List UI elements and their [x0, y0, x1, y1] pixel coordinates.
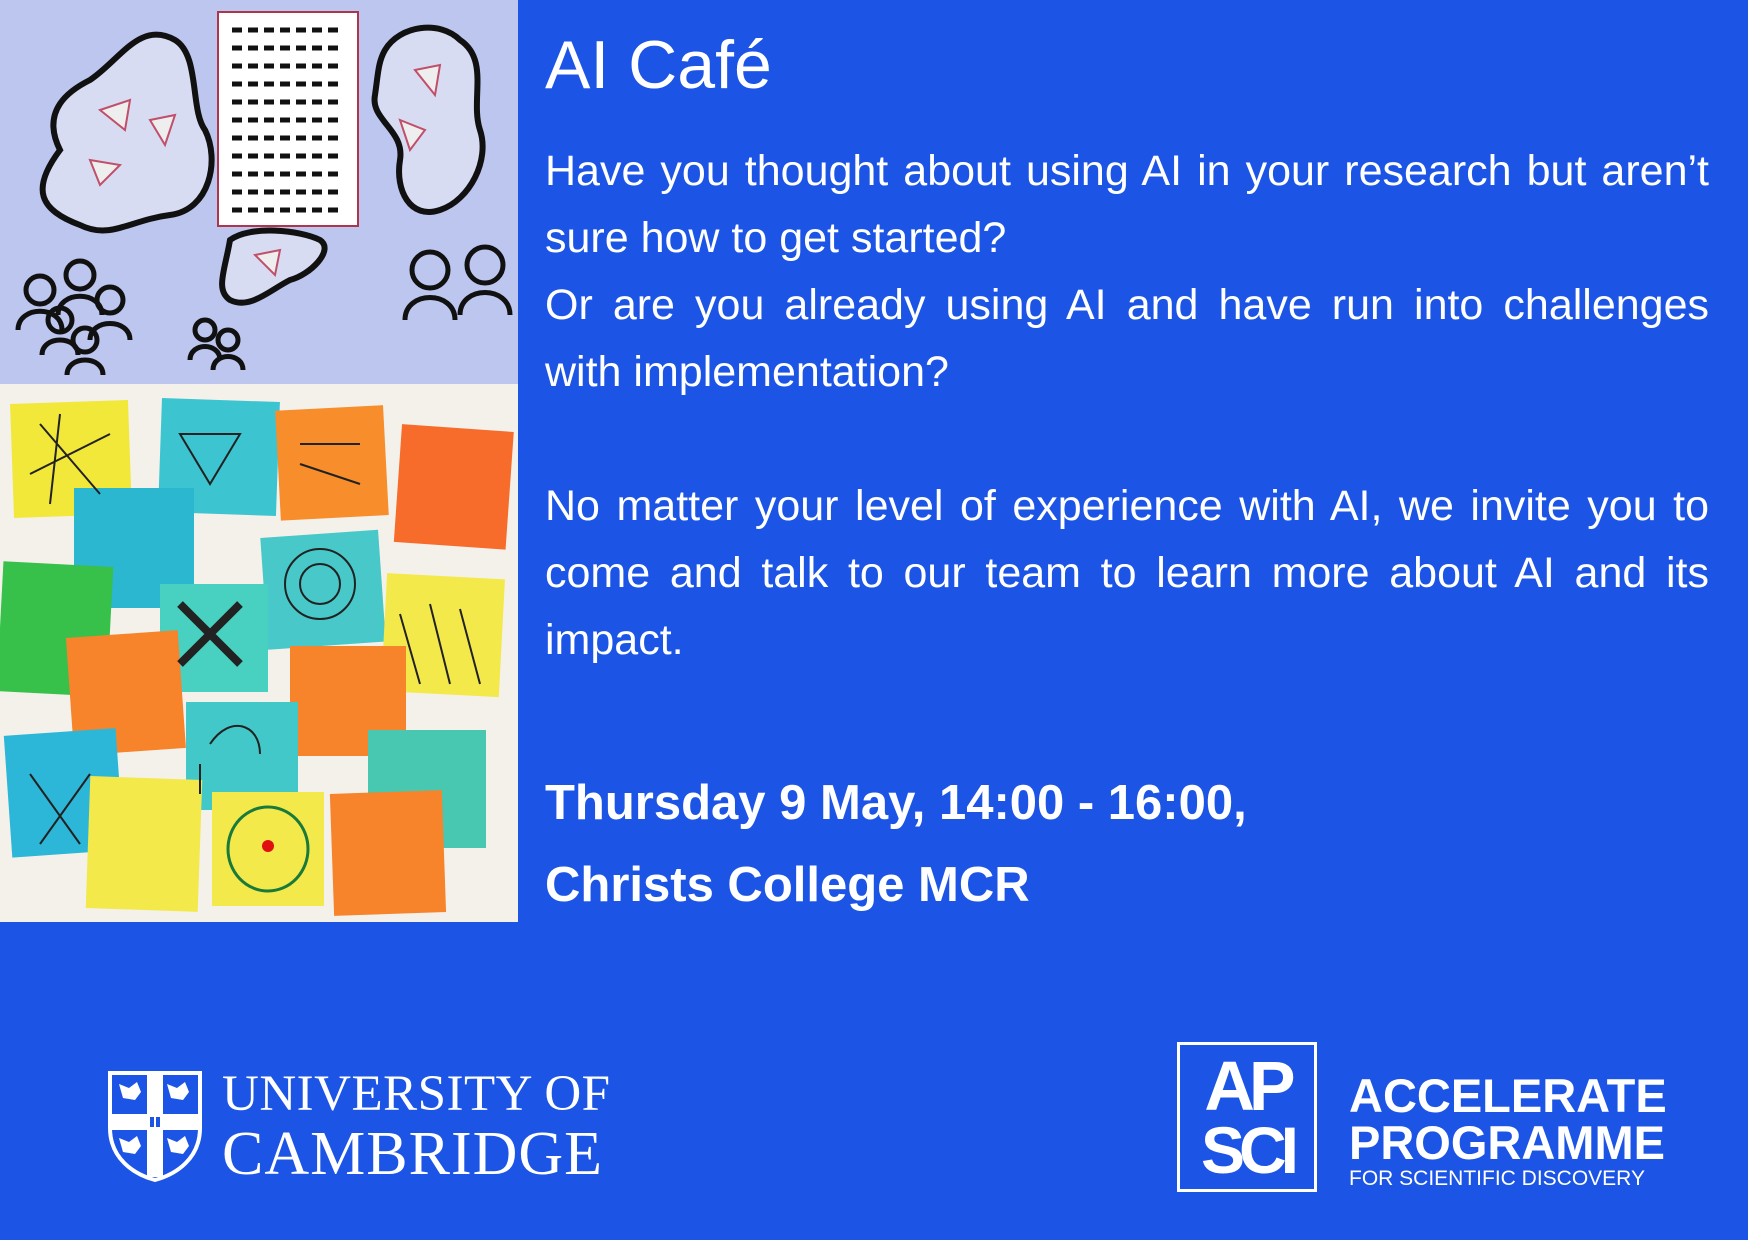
illustration-sticky-notes — [0, 384, 518, 922]
cambridge-line-1: UNIVERSITY OF — [222, 1066, 611, 1122]
invitation-paragraph: No matter your level of experience with AI, we invite you to come and talk to our team to learn more about AI and its impact. — [545, 482, 1709, 664]
accelerate-line-1: ACCELERATE — [1349, 1069, 1667, 1122]
accelerate-line-2: PROGRAMME — [1349, 1116, 1665, 1169]
event-location: Christs College MCR — [545, 858, 1030, 912]
cambridge-shield-icon — [107, 1070, 203, 1182]
event-datetime: Thursday 9 May, 14:00 - 16:00, — [545, 776, 1247, 830]
question-paragraph-1: Have you thought about using AI in your research but aren’t sure how to get started? — [545, 147, 1709, 262]
cambridge-line-2: CAMBRIDGE — [222, 1120, 604, 1188]
illustration-thought-bubbles — [0, 0, 518, 384]
apsci-logo-mark — [1177, 1042, 1317, 1192]
event-details — [545, 762, 1247, 926]
accelerate-programme-name — [1349, 1069, 1667, 1192]
accelerate-tagline: FOR SCIENTIFIC DISCOVERY — [1349, 1167, 1645, 1190]
cambridge-logo — [107, 1068, 647, 1188]
page-title: AI Café — [545, 27, 772, 103]
question-paragraph-2: Or are you already using AI and have run into challenges with implementation? — [545, 281, 1709, 396]
apsci-mark-line-1: AP — [1204, 1047, 1290, 1125]
intro-text — [545, 138, 1709, 674]
apsci-mark-line-2: SCI — [1200, 1113, 1294, 1187]
